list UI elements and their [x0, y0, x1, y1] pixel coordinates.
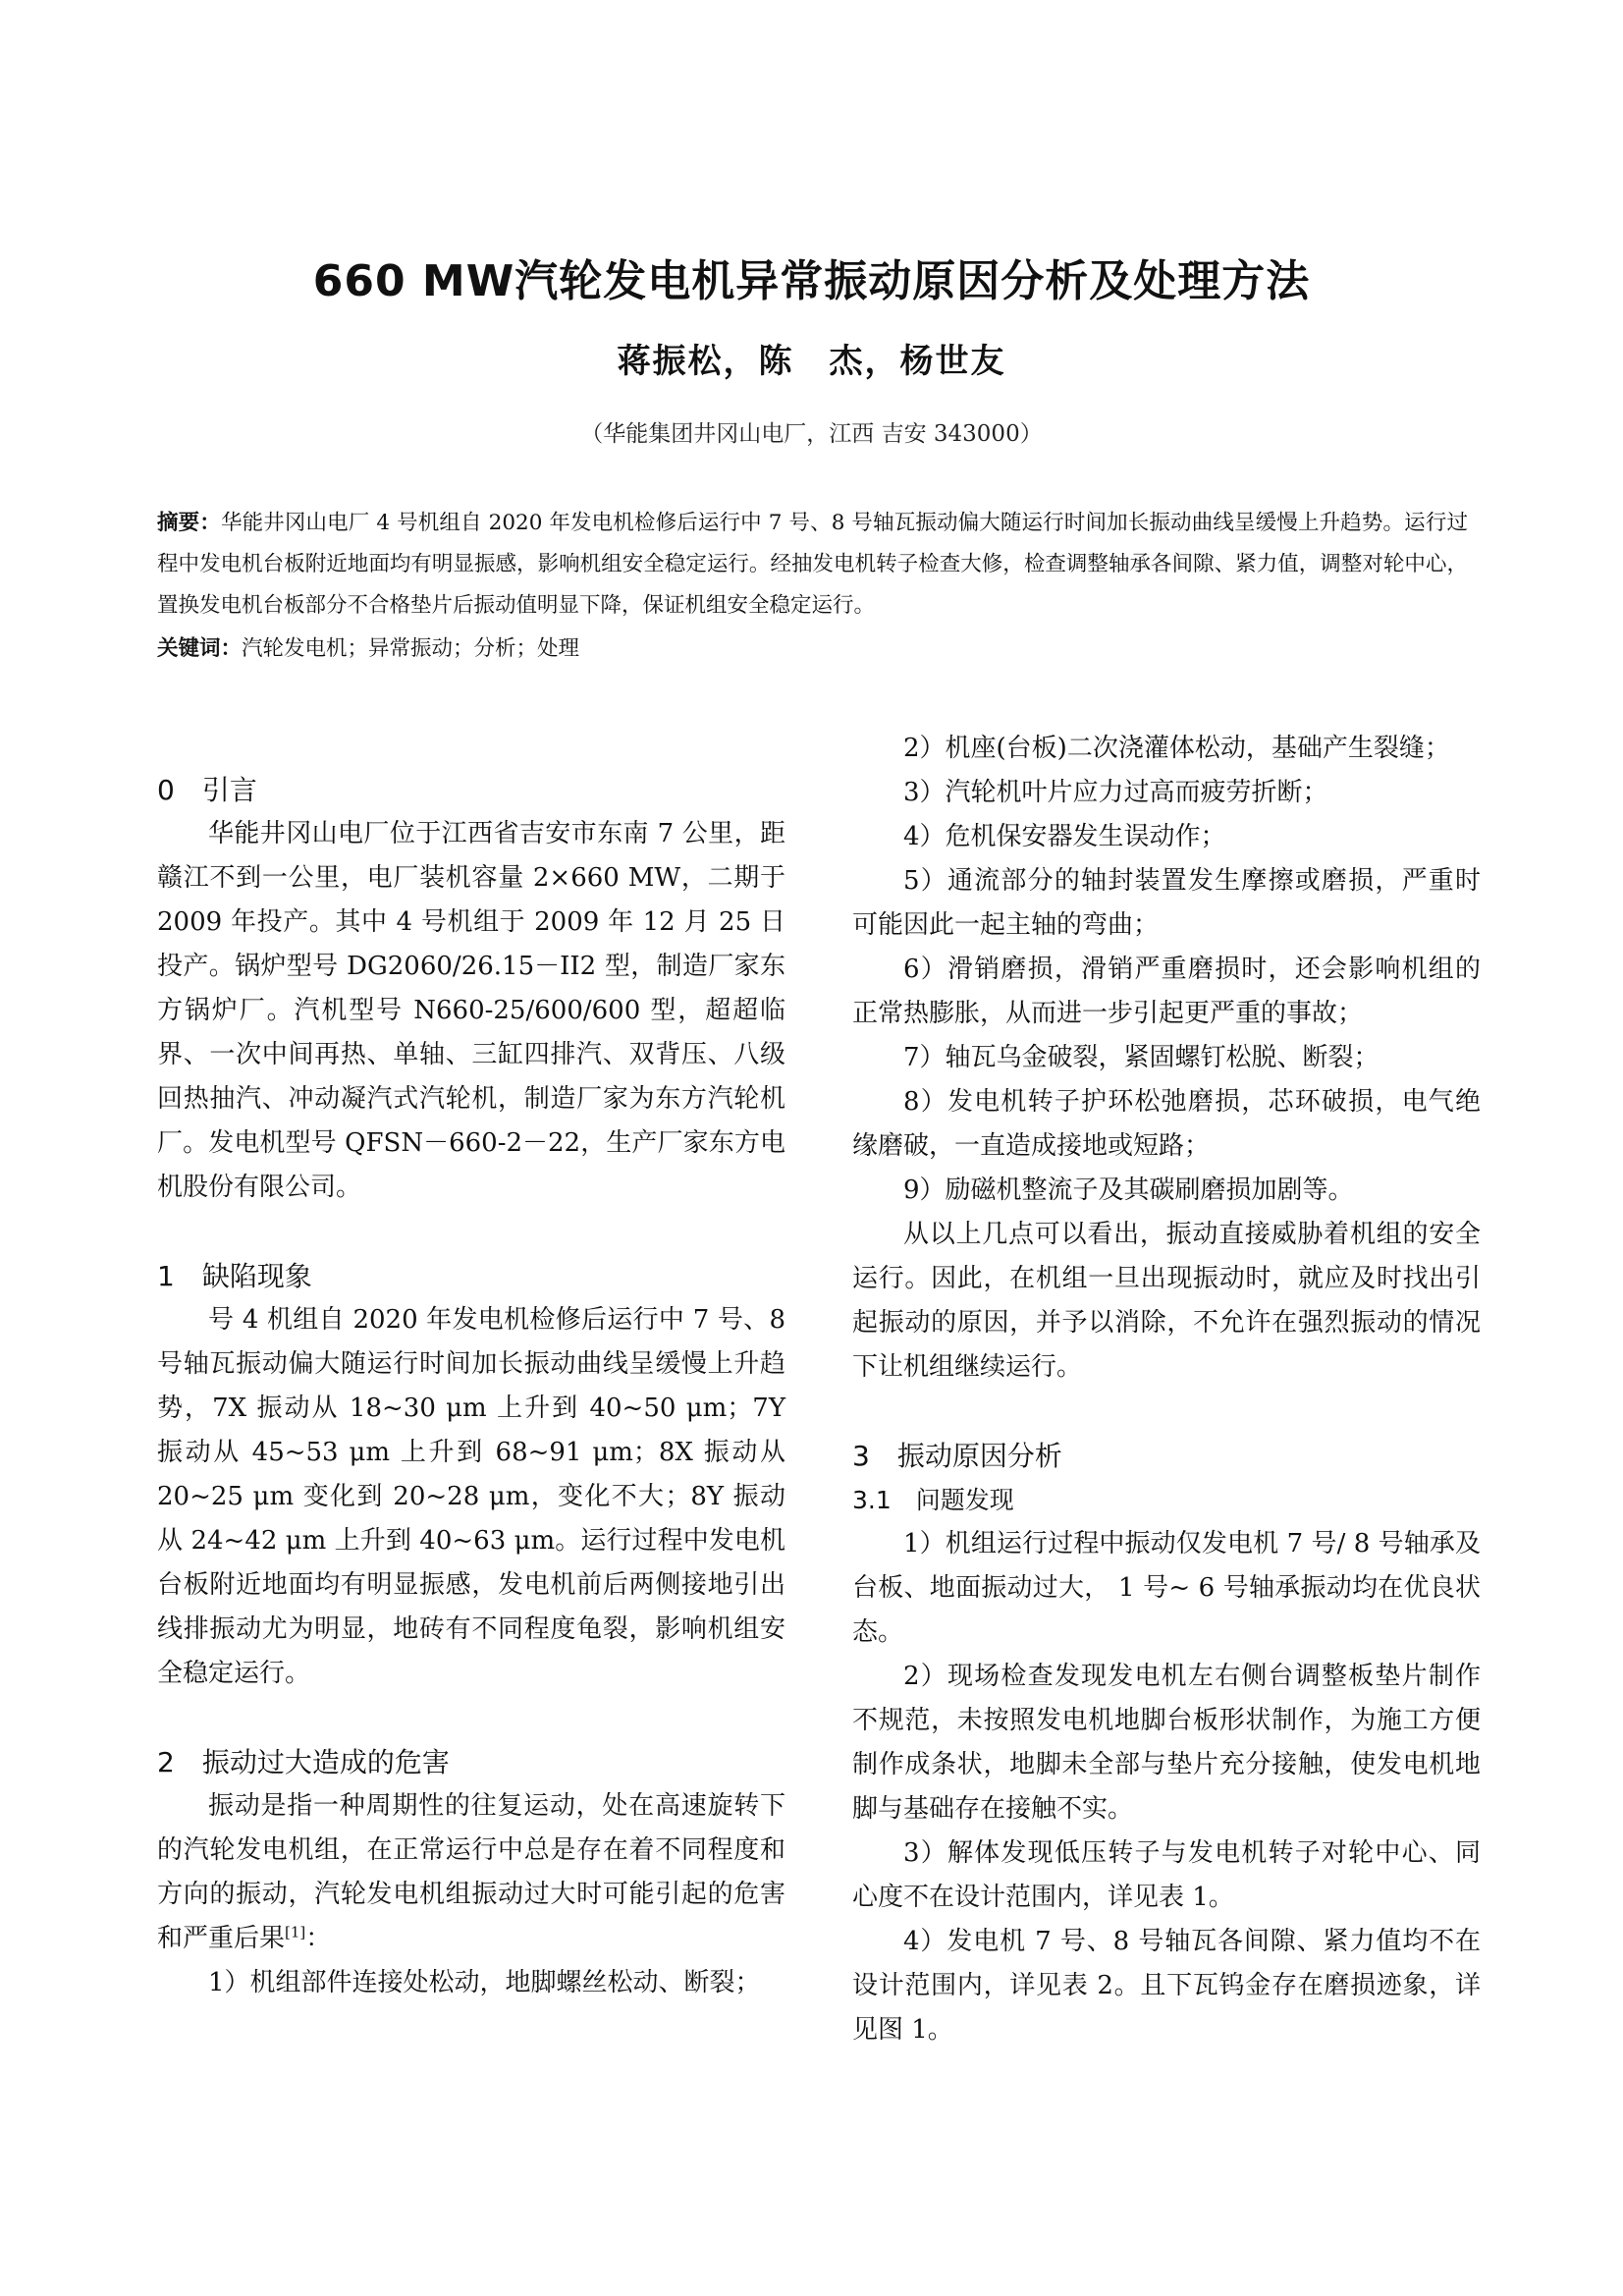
section-2-heading: 2 振动过大造成的危害	[157, 1746, 450, 1778]
paper-affiliation: （华能集团井冈山电厂，江西 吉安 343000）	[580, 421, 1043, 447]
citation-ref: [1]	[285, 1923, 306, 1941]
finding-4: 4）发电机 7 号、8 号轴瓦各间隙、紧力值均不在设计范围内，详见表 2。且下瓦钨金存在磨损迹象，详见图 1。	[852, 1927, 1481, 2045]
hazard-item-6: 6）滑销磨损，滑销严重磨损时，还会影响机组的正常热膨胀，从而进一步引起更严重的事故；	[852, 955, 1481, 1028]
hazard-item-2: 2）机座(台板)二次浇灌体松动，基础产生裂缝；	[903, 734, 1450, 763]
abstract-text: 华能井冈山电厂 4 号机组自 2020 年发电机检修后运行中 7 号、8 号轴瓦振动偏大随运行时间加长振动曲线呈缓慢上升趋势。运行过程中发电机台板附近地面均有明显振感，影响机组安全稳定运行。经抽发电机转子检查大修，检查调整轴承各间隙、紧力值，调整对轮中心，置换发电机台板部分不合格垫片后振动值明显下降，保证机组安全稳定运行。	[157, 511, 1468, 618]
keywords-label: 关键词：	[157, 636, 243, 661]
left-column	[157, 727, 785, 2005]
section-2-text: 振动是指一种周期性的往复运动，处在高速旋转下的汽轮发电机组，在正常运行中总是存在着不同程度和方向的振动，汽轮发电机组振动过大时可能引起的危害和严重后果	[157, 1791, 785, 1953]
paper-title: 660 MW汽轮发电机异常振动原因分析及处理方法	[312, 256, 1311, 306]
section-2-text-end: ：	[305, 1924, 332, 1953]
finding-2: 2）现场检查发现发电机左右侧台调整板垫片制作不规范，未按照发电机地脚台板形状制作，为施工方便制作成条状，地脚未全部与垫片充分接触，使发电机地脚与基础存在接触不实。	[852, 1662, 1481, 1824]
finding-3: 3）解体发现低压转子与发电机转子对轮中心、同心度不在设计范围内，详见表 1。	[852, 1838, 1481, 1912]
section-0-heading: 0 引言	[157, 774, 257, 806]
abstract-label: 摘要：	[157, 511, 221, 535]
abstract	[157, 503, 1468, 627]
section-2-paragraph	[157, 1784, 785, 1961]
section-0-paragraph: 华能井冈山电厂位于江西省吉安市东南 7 公里，距赣江不到一公里，电厂装机容量 2×660 MW，二期于 2009 年投产。其中 4 号机组于 2009 年 12 月 25 日投产。锅炉型号 DG2060/26.15－II2 型，制造厂家东方锅炉厂。汽机型号 N660-25/600/600 型，超超临界、一次中间再热、单轴、三缸四排汽、双背压、八级回热抽汽、冲动凝汽式汽轮机，制造厂家为东方汽轮机厂。发电机型号 QFSN－660-2－22，生产厂家东方电机股份有限公司。	[157, 819, 785, 1202]
hazard-item-4: 4）危机保安器发生误动作；	[903, 822, 1226, 851]
hazard-item-1: 1）机组部件连接处松动，地脚螺丝松动、断裂；	[208, 1968, 761, 1997]
right-column	[852, 727, 1481, 2052]
keywords-text: 汽轮发电机；异常振动；分析；处理	[242, 636, 580, 661]
hazard-conclusion: 从以上几点可以看出，振动直接威胁着机组的安全运行。因此，在机组一旦出现振动时，就应及时找出引起振动的原因，并予以消除，不允许在强烈振动的情况下让机组继续运行。	[852, 1220, 1481, 1382]
section-3-heading: 3 振动原因分析	[852, 1440, 1062, 1472]
paper-authors: 蒋振松，陈 杰，杨世友	[617, 342, 1006, 381]
section-1-paragraph: 号 4 机组自 2020 年发电机检修后运行中 7 号、8 号轴瓦振动偏大随运行时间加长振动曲线呈缓慢上升趋势，7X 振动从 18~30 μm 上升到 40~50 μm；7Y 振动从 45~53 μm 上升到 68~91 μm；8X 振动从 20~25 μm 变化到 20~28 μm，变化不大；8Y 振动从 24~42 μm 上升到 40~63 μm。运行过程中发电机台板附近地面均有明显振感，发电机前后两侧接地引出线排振动尤为明显，地砖有不同程度龟裂，影响机组安全稳定运行。	[157, 1305, 785, 1688]
hazard-item-8: 8）发电机转子护环松弛磨损，芯环破损，电气绝缘磨破，一直造成接地或短路；	[852, 1087, 1481, 1161]
section-3-1-heading: 3.1 问题发现	[852, 1486, 1014, 1514]
section-1-heading: 1 缺陷现象	[157, 1260, 312, 1292]
keywords	[157, 629, 1468, 670]
hazard-item-9: 9）励磁机整流子及其碳刷磨损加剧等。	[903, 1175, 1354, 1205]
finding-1: 1）机组运行过程中振动仅发电机 7 号/ 8 号轴承及台板、地面振动过大， 1 号~ 6 号轴承振动均在优良状态。	[852, 1529, 1481, 1647]
hazard-item-7: 7）轴瓦乌金破裂，紧固螺钉松脱、断裂；	[903, 1043, 1380, 1072]
hazard-item-3: 3）汽轮机叶片应力过高而疲劳折断；	[903, 778, 1328, 807]
hazard-item-5: 5）通流部分的轴封装置发生摩擦或磨损，严重时可能因此一起主轴的弯曲；	[852, 866, 1481, 940]
